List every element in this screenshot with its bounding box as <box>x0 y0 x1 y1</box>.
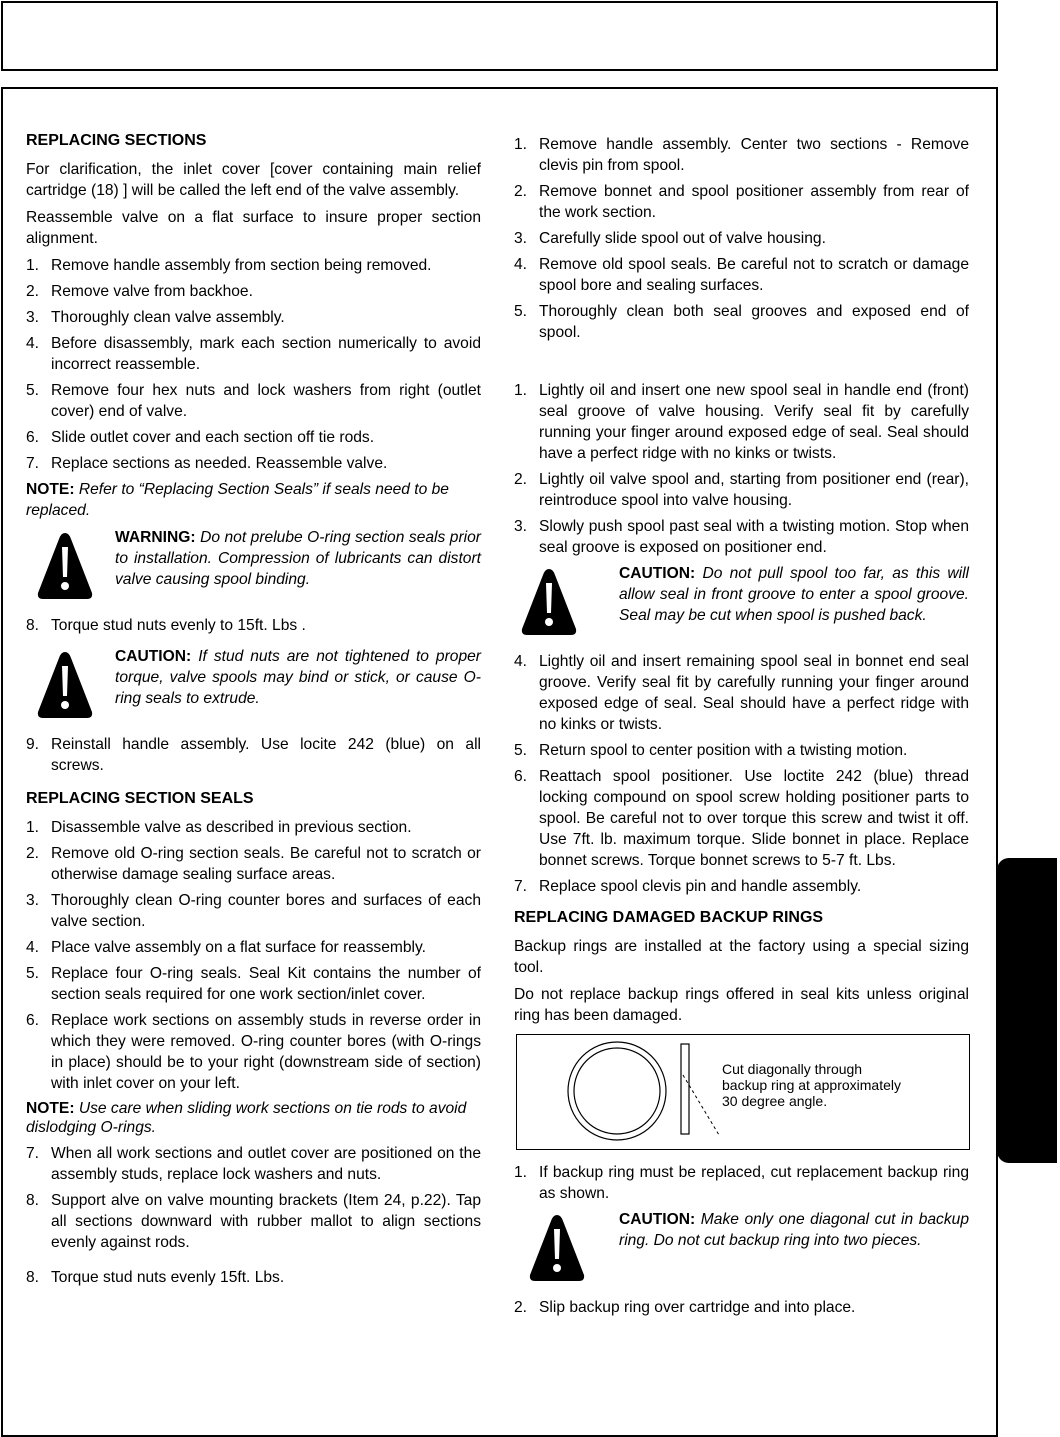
list-item: 8. Support alve on valve mounting brackets (Item 24, p.22). Tap all sections downward with rubber mallot to align sections evenly against rods. <box>26 1192 481 1251</box>
left-column <box>26 130 481 1293</box>
steps-reinstall <box>26 734 481 776</box>
warning-icon <box>528 1213 586 1283</box>
caution-callout-torque: CAUTION: If stud nuts are not tightened to proper torque, valve spools may bind or stick, or cause O-ring seals to extrude. <box>26 646 481 726</box>
list-item: 4. Remove old spool seals. Be careful not to scratch or damage spool bore and sealing surfaces. <box>514 256 969 294</box>
list-item: 8. Torque stud nuts evenly 15ft. Lbs. <box>26 1269 285 1286</box>
page-header-box <box>1 1 998 71</box>
list-item: 5. Remove four hex nuts and lock washers from right (outlet cover) end of valve. <box>26 382 481 420</box>
right-column <box>514 134 969 1323</box>
list-item: 1. Disassemble valve as described in previous section. <box>26 819 412 836</box>
list-item: 7. Replace spool clevis pin and handle assembly. <box>514 878 862 895</box>
backup-rings-paragraph-1: Backup rings are installed at the factory using a special sizing tool. <box>514 938 969 976</box>
intro-paragraph: For clarification, the inlet cover [cover containing main relief cartridge (18) ] will be called the left end of the valve assembly. <box>26 161 481 199</box>
list-item: 3. Carefully slide spool out of valve housing. <box>514 230 826 247</box>
list-item: 3. Thoroughly clean valve assembly. <box>26 309 285 326</box>
warning-icon <box>36 650 94 720</box>
steps-spool-removal <box>514 134 969 343</box>
backup-ring-diagram <box>516 1034 970 1150</box>
list-item: 2. Slip backup ring over cartridge and into place. <box>514 1299 856 1316</box>
steps-replacing-sections <box>26 255 481 474</box>
list-item: 1. Lightly oil and insert one new spool seal in handle end (front) seal groove of valve housing. Verify seal fit by carefully running your finger around exposed edge of seal. Seal should have a perfect ridge with no kinks or twists. <box>514 382 969 462</box>
heading-backup-rings: REPLACING DAMAGED BACKUP RINGS <box>514 909 824 926</box>
list-item: 2. Remove valve from backhoe. <box>26 283 253 300</box>
list-item: 4. Before disassembly, mark each section numerically to avoid incorrect reassemble. <box>26 335 481 373</box>
steps-spool-reassembly <box>514 651 969 897</box>
list-item: 9. Reinstall handle assembly. Use locite 242 (blue) on all screws. <box>26 736 481 774</box>
diagram-caption: Cut diagonally through backup ring at approximately 30 degree angle. <box>722 1061 901 1109</box>
list-item: 8. Torque stud nuts evenly to 15ft. Lbs . <box>26 617 306 634</box>
steps-backup-ring-cut <box>514 1162 969 1204</box>
list-item: 3. Thoroughly clean O-ring counter bores and surfaces of each valve section. <box>26 892 481 930</box>
list-item: 1. Remove handle assembly. Center two sections - Remove clevis pin from spool. <box>514 136 969 174</box>
list-item: 1. If backup ring must be replaced, cut replacement backup ring as shown. <box>514 1164 969 1202</box>
list-item: 5. Replace four O-ring seals. Seal Kit contains the number of section seals required for one work section/inlet cover. <box>26 965 481 1003</box>
list-item: 7. Replace sections as needed. Reassemble valve. <box>26 455 388 472</box>
heading-replacing-sections: REPLACING SECTIONS <box>26 132 207 149</box>
steps-backup-ring-install <box>514 1297 969 1318</box>
steps-assembly-studs <box>26 1143 481 1253</box>
list-item: 5. Thoroughly clean both seal grooves and exposed end of spool. <box>514 303 969 341</box>
list-item: 6. Replace work sections on assembly studs in reverse order in which they were removed. O-ring counter bores (with O-rings in place) should be to your right (downstream side of section) with inlet cover on your left. <box>26 1012 481 1092</box>
warning-callout: WARNING: Do not prelube O-ring section seals prior to installation. Compression of lubricants can distort valve causing spool binding. <box>26 527 481 607</box>
section-gap <box>514 348 969 380</box>
list-item: 2. Remove bonnet and spool positioner assembly from rear of the work section. <box>514 183 969 221</box>
intro-paragraph-2: Reassemble valve on a flat surface to insure proper section alignment. <box>26 209 481 247</box>
heading-replacing-section-seals: REPLACING SECTION SEALS <box>26 790 254 807</box>
caution-callout-backup-ring: CAUTION: Make only one diagonal cut in backup ring. Do not cut backup ring into two pieces. <box>514 1209 969 1289</box>
caution-callout-spool: CAUTION: Do not pull spool too far, as this will allow seal in front groove to enter a spool groove. Seal may be cut when spool is pushed back. <box>514 563 969 643</box>
list-item: 4. Lightly oil and insert remaining spool seal in bonnet end seal groove. Verify seal fit by carefully running your finger around exposed edge of seal. Seal should have a perfect ridge with no kinks or twists. <box>514 653 969 733</box>
steps-section-seals <box>26 817 481 1094</box>
note-tie-rods: NOTE: Use care when sliding work sections on tie rods to avoid dislodging O-rings. <box>26 1100 467 1136</box>
note-replacing-seals: NOTE: Refer to “Replacing Section Seals” if seals need to be replaced. <box>26 481 449 519</box>
warning-icon <box>36 531 94 601</box>
steps-torque <box>26 615 481 636</box>
list-item: 7. When all work sections and outlet cover are positioned on the assembly studs, replace lock washers and nuts. <box>26 1145 481 1183</box>
list-item: 6. Slide outlet cover and each section off tie rods. <box>26 429 375 446</box>
warning-icon <box>520 567 578 637</box>
list-item: 4. Place valve assembly on a flat surface for reassembly. <box>26 939 426 956</box>
list-item: 3. Slowly push spool past seal with a twisting motion. Stop when seal groove is exposed on positioner end. <box>514 518 969 556</box>
list-item: 1. Remove handle assembly from section being removed. <box>26 257 432 274</box>
section-side-tab <box>997 858 1057 1163</box>
list-item: 2. Lightly oil valve spool and, starting from positioner end (rear), reintroduce spool into valve housing. <box>514 471 969 509</box>
list-item: 6. Reattach spool positioner. Use loctite 242 (blue) thread locking compound on spool screw holding positioner parts to spool. Be careful not to over torque this screw and twist it off. Use 7ft. lb. maximum torque. Slide bonnet in place. Replace bonnet screws. Torque bonnet screws to 5-7 ft. Lbs. <box>514 768 969 869</box>
backup-rings-paragraph-2: Do not replace backup rings offered in seal kits unless original ring has been damaged. <box>514 986 969 1024</box>
list-item: 2. Remove old O-ring section seals. Be careful not to scratch or otherwise damage sealing surface areas. <box>26 845 481 883</box>
steps-final-torque <box>26 1267 481 1288</box>
list-item: 5. Return spool to center position with a twisting motion. <box>514 742 908 759</box>
steps-spool-seal-install <box>514 380 969 558</box>
